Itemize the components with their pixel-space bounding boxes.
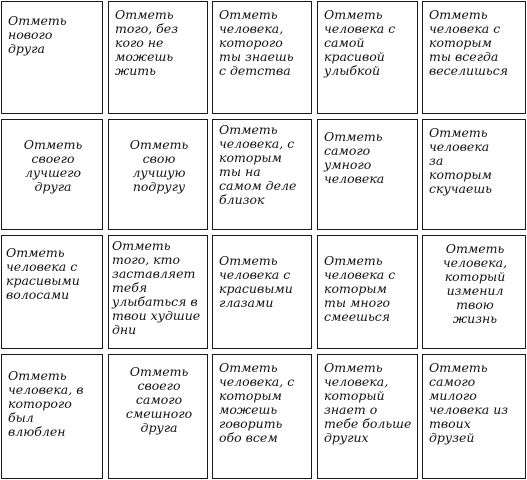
card-best-girlfriend (108, 119, 208, 230)
card-text: Отметь человека с красивыми глазами (219, 253, 293, 310)
card-text: Отметь человека с которым ты много смеешься (324, 253, 396, 324)
card-knows-you-best (317, 354, 418, 479)
card-text: Отметь того, без кого не можешь жить (115, 7, 179, 78)
card-text: Отметь человека, в которого был влюблен (8, 368, 84, 439)
card-text: Отметь нового друга (8, 13, 67, 56)
card-text: Отметь самого милого человека из твоих друзей (429, 360, 509, 445)
card-text: Отметь свою лучшую подругу (129, 137, 189, 194)
card-truly-close (212, 119, 312, 230)
card-makes-you-smile (108, 235, 208, 349)
card-always-have-fun (422, 1, 526, 114)
card-known-since-childhood (212, 1, 312, 114)
card-text: Отметь того, кто заставляет тебя улыбаться в твои худшие дни (112, 238, 201, 337)
card-text: Отметь человека, с которым ты на самом деле близок (219, 122, 297, 207)
card-text: Отметь человека, который знает о тебе больше других (324, 360, 412, 445)
card-text: Отметь человека, с которым можешь говорить обо всем (219, 360, 295, 445)
card-text: Отметь самого умного человека (324, 129, 385, 186)
card-most-beautiful-smile (317, 1, 418, 114)
card-text: Отметь человека с самой красивой улыбкой (324, 7, 396, 78)
card-were-in-love (1, 354, 103, 479)
card-beautiful-hair (1, 235, 103, 349)
card-missing-someone (422, 119, 526, 230)
card-text: Отметь своего лучшего друга (23, 137, 83, 194)
card-text: Отметь человека с красивыми волосами (6, 245, 80, 302)
card-smartest-person (317, 119, 418, 230)
card-sweetest-friend (422, 354, 526, 479)
card-cant-live-without (108, 1, 208, 114)
card-funniest-friend (108, 354, 208, 479)
card-changed-your-life (422, 235, 526, 349)
card-text: Отметь человека, который изменил твою жизнь (442, 241, 508, 326)
card-beautiful-eyes (212, 235, 312, 349)
card-text: Отметь человека, которого ты знаешь с детства (219, 7, 294, 78)
card-text: Отметь человека за которым скучаешь (429, 125, 492, 196)
card-laugh-a-lot (317, 235, 418, 349)
card-best-friend (1, 119, 103, 230)
card-talk-about-everything (212, 354, 312, 479)
card-new-friend (1, 1, 103, 114)
card-text: Отметь человека с которым ты всегда веселишься (429, 7, 509, 78)
card-text: Отметь своего самого смешного друга (125, 364, 193, 435)
